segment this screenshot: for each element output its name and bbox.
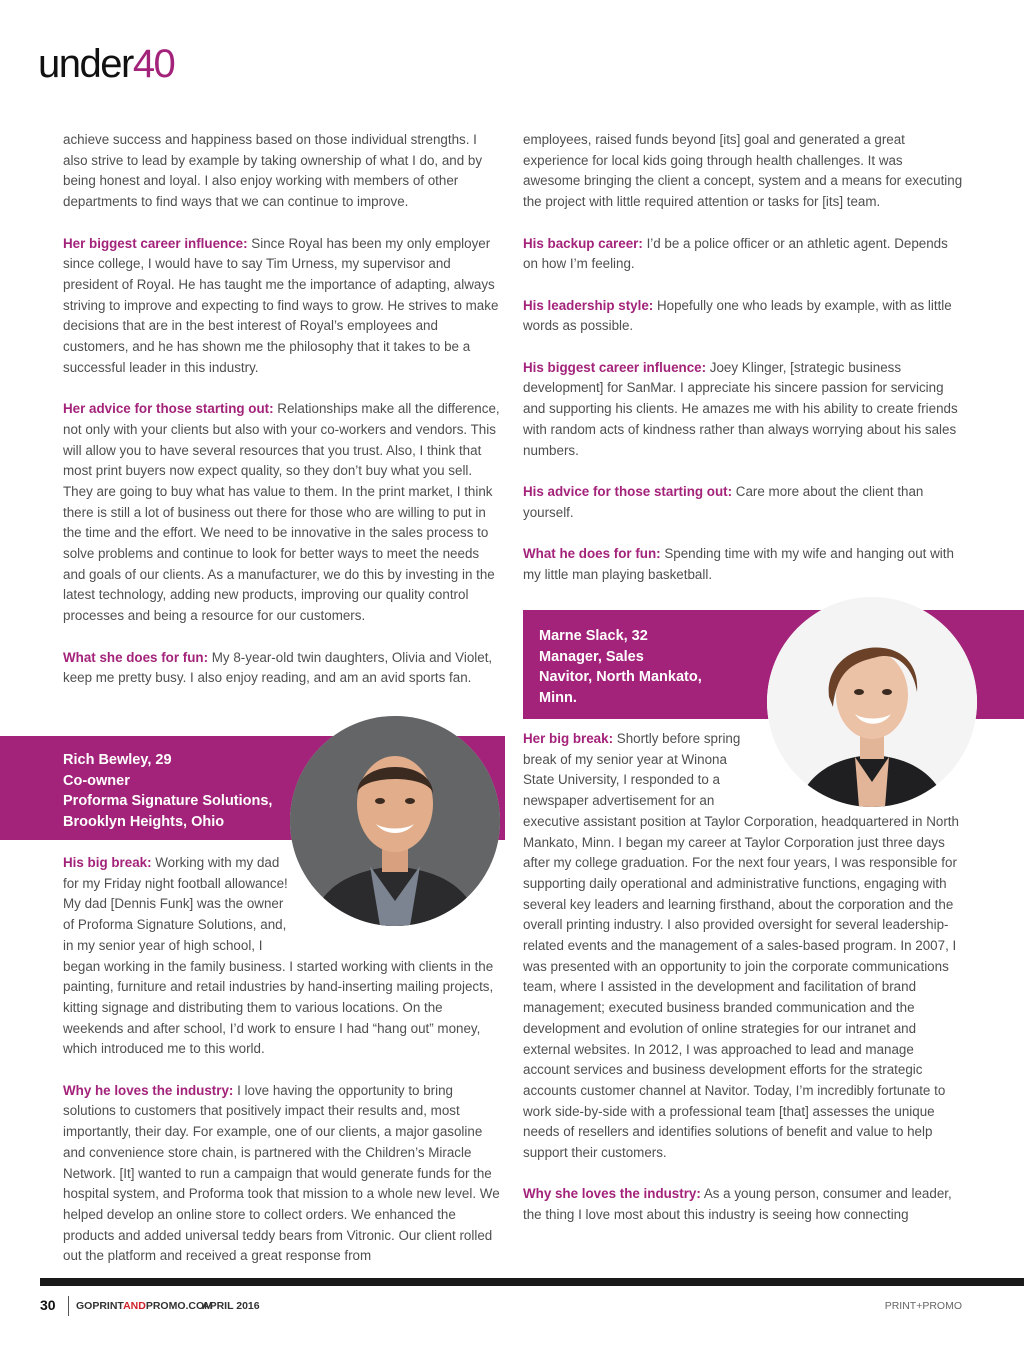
paragraph: [523, 358, 963, 462]
column-1: [63, 130, 503, 689]
logo-under: under: [38, 42, 133, 86]
lead-in: Her biggest career influence:: [63, 235, 248, 251]
lead-in: His big break:: [63, 855, 152, 870]
paragraph-text: Joey Klinger, [strategic business development] for SanMar. I appreciate his sincere passion for servicing and supporting his clients. He amazes me with his ability to create friends with random acts of kindness rather than always worrying about his sales numbers.: [523, 359, 958, 458]
paragraph-text: Care more about the client than yourself.: [523, 483, 924, 520]
paragraph: [523, 1184, 963, 1225]
paragraph-text: Spending time with my wife and hanging out with my little man playing basketball.: [523, 545, 954, 582]
profile2-body: [523, 729, 963, 1226]
site-part: AND: [123, 1300, 146, 1312]
paragraph: [63, 1081, 503, 1267]
paragraph: [523, 234, 963, 275]
lead-in: Her advice for those starting out:: [63, 401, 274, 417]
photo-wrap-spacer: [288, 853, 503, 939]
profile-company: Proforma Signature Solutions,: [63, 793, 273, 810]
lead-in: Why he loves the industry:: [63, 1082, 234, 1098]
profile-location: Minn.: [539, 690, 577, 707]
paragraph: [523, 544, 963, 585]
photo-wrap-spacer: [755, 729, 963, 809]
paragraph-text: employees, raised funds beyond [its] goal and generated a great experience for local kids going through health challenges. It was awesome bringing the client a concept, system and a means for executing the project with little required attention or tasks for [its] team.: [523, 132, 963, 210]
site-part: PROMO.COM: [145, 1300, 213, 1312]
paragraph-text: I love having the opportunity to bring solutions to customers that positively impact their results and, most importantly, their day. For example, one of our clients, a major gasoline and convenience store chain, is partnered with the Children’s Miracle Network. [It] wanted to run a campaign that would generate funds for the hospital system, and Proforma took that mission to a whole new level. We helped develop an online store to collect orders. We enhanced the products and added universal teddy bears from Vitronic. Our client rolled out the platform and received a great response from: [63, 1082, 500, 1264]
profile-title: Manager, Sales: [539, 648, 644, 665]
column-2: [523, 130, 963, 585]
profile-title: Co-owner: [63, 772, 130, 789]
paragraph: [63, 130, 503, 213]
footer-rule: [40, 1278, 1024, 1286]
profile-name: Marne Slack, 32: [539, 628, 648, 644]
profile1-body: [63, 853, 503, 1267]
paragraph: [63, 234, 503, 379]
footer-divider: [68, 1296, 69, 1316]
profile-name: Rich Bewley, 29: [63, 752, 172, 768]
lead-in: Why she loves the industry:: [523, 1186, 701, 1202]
lead-in: Her big break:: [523, 731, 614, 746]
page-number: 30: [40, 1297, 56, 1313]
paragraph-text: As a young person, consumer and leader, the thing I love most about this industry is seeing how connecting: [523, 1186, 952, 1223]
paragraph-text: Relationships make all the difference, not only with your clients but also with your co-workers and vendors. This will allow you to have several resources that you trust. Also, I think that most print buyers now expect quality, so they don’t buy what you sell. They are going to buy what has value to them. In the print market, I think there is still a lot of business out there for those who are willing to put in the time and the effort. We need to be innovative in the sales process to solve problems and continue to look for better ways to meet the needs and goals of our clients. As a manufacturer, we do this by investing in the latest technology, adding new products, improving our quality control processes and being a resource for our customers.: [63, 401, 500, 624]
paragraph: [63, 399, 503, 627]
paragraph-text: Shortly before spring break of my senior year at Winona State University, I responded to a newspaper advertisement for an executive assistant position at Taylor Corporation, headquartered in North Mankato, Minn. I began my career at Taylor Corporation just three days after my college graduation. For the next four years, I was responsible for supporting daily operational and administrative functions, engaging with several key leaders and learning firsthand, about the corporation and the overall printing industry. I also provided oversight for several leadership-related events and the management of a sales-based program. In 2007, I was presented with an opportunity to join the corporate communications team, where I assisted in the development and facilitation of brand management; executed business branded communication and the development and evolution of online strategies for our intranet and external websites. In 2012, I was approached to lead and manage account services and business development efforts for the strategic accounts customer channel at Navitor. Today, I’m incredibly fortunate to work side-by-side with a professional team [that] assesses the unique needs of resellers and identifies solutions of benefit and value to help support their customers.: [523, 731, 959, 1161]
lead-in: His backup career:: [523, 235, 643, 251]
lead-in: His advice for those starting out:: [523, 483, 733, 499]
paragraph-text: Working with my dad for my Friday night football allowance! My dad [Dennis Funk] was the owner of Proforma Signature Solutions, and, in my senior year of high school, I began working in the family business. I started working with clients in the painting, furniture and retail industries by hand-inserting mailing projects, kitting signage and distributing them to various locations. On the weekends and after school, I’d work to ensure I had “hang out” money, which introduced me to this world.: [63, 855, 494, 1057]
profile-location: Brooklyn Heights, Ohio: [63, 814, 225, 831]
paragraph: [63, 648, 503, 689]
under40-logo: [38, 40, 174, 88]
issue-date: APRIL 2016: [202, 1300, 260, 1312]
paragraph: [523, 130, 963, 213]
paragraph-text: My 8-year-old twin daughters, Olivia and Violet, keep me pretty busy. I also enjoy reading, and am an avid sports fan.: [63, 649, 493, 686]
paragraph: [523, 296, 963, 337]
lead-in: His biggest career influence:: [523, 359, 707, 375]
paragraph-text: achieve success and happiness based on those individual strengths. I also strive to lead by example by taking ownership of what I do, and by being honest and loyal. I also enjoy working with members of other departments to find ways that we can continue to improve.: [63, 132, 483, 210]
lead-in: What he does for fun:: [523, 545, 661, 561]
paragraph-text: Since Royal has been my only employer since college, I would have to say Tim Urness, my supervisor and president of Royal. He has taught me the importance of adapting, always striving to improve and expecting to find ways to grow. He strives to make decisions that are in the best interest of Royal’s employees and customers, and he has shown me the philosophy that it takes to be a successful leader in this industry.: [63, 235, 499, 375]
paragraph: [523, 482, 963, 523]
profile-company: Navitor, North Mankato,: [539, 669, 702, 686]
publication-brand: PRINT+PROMO: [884, 1300, 962, 1312]
lead-in: His leadership style:: [523, 297, 654, 313]
site-url: [76, 1300, 213, 1312]
lead-in: What she does for fun:: [63, 649, 209, 665]
site-part: GOPRINT: [76, 1300, 124, 1312]
paragraph-text: Hopefully one who leads by example, with as little words as possible.: [523, 297, 952, 334]
paragraph-text: I’d be a police officer or an athletic agent. Depends on how I’m feeling.: [523, 235, 948, 272]
logo-40: 40: [132, 42, 175, 86]
